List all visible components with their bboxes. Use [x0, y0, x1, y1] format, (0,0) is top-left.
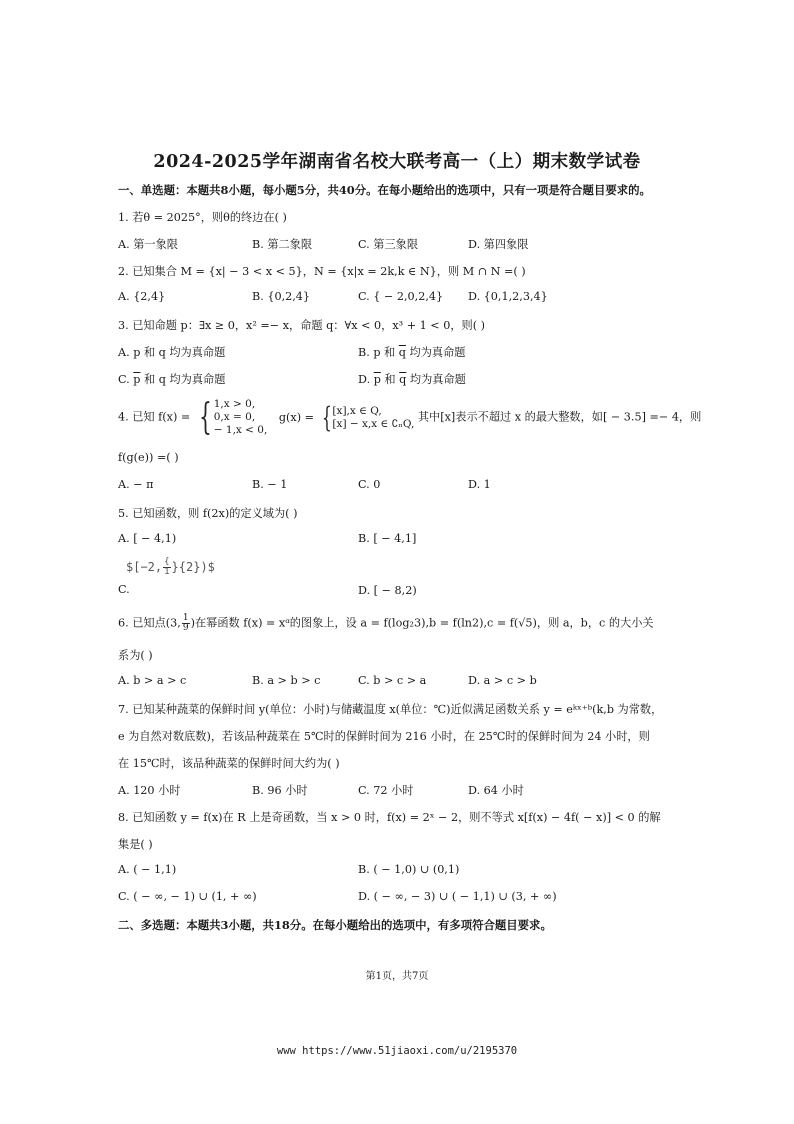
q8-option-a: A. ( − 1,1): [118, 863, 177, 876]
q6-fraction-den: 9: [182, 623, 189, 633]
q5-option-c-fraction: [163, 558, 170, 577]
q5-option-c-num: {: [164, 557, 170, 567]
q4-lead: 4. 已知 f(x) =: [118, 410, 191, 424]
exam-title: 2024-2025学年湖南省名校大联考高一（上）期末数学试卷: [153, 152, 641, 172]
q3-option-d-neg2: $\overline{q}$: [399, 373, 407, 386]
q1-option-a: A. 第一象限: [118, 238, 178, 251]
q8-option-c: C. ( − ∞, − 1) ∪ (1, + ∞): [118, 890, 257, 903]
q7-option-c: C. 72 小时: [358, 784, 414, 797]
section-single-choice-header: 一、单选题：本题共8小题，每小题5分，共40分。在每小题给出的选项中，只有一项是符合题目要求的。: [118, 183, 651, 197]
q6-stem-post: )在幂函数 f(x) = xᵅ的图象上，设 a = f(log₂3),b = f(ln2),c = f(√5)，则 a，b，c 的大小关: [190, 616, 654, 630]
q6-stem-pre: 6. 已知点(3,: [118, 616, 181, 630]
q4-option-d: D. 1: [468, 478, 491, 491]
q3-option-c: [118, 371, 225, 387]
q2-option-d: D. {0,1,2,3,4}: [468, 290, 548, 303]
q4-g-lead: g(x) =: [278, 410, 315, 424]
left-brace-icon: {: [321, 400, 332, 434]
q6-option-c: C. b > c > a: [358, 674, 427, 687]
q3-option-c-post: 和 q 均为真命题: [140, 373, 226, 386]
q2-option-c: C. { − 2,0,2,4}: [358, 290, 444, 303]
q3-option-d-pre: D.: [358, 373, 374, 386]
q5-option-c-post: }{2})$: [171, 560, 215, 574]
q3-option-b-pre: B. p 和: [358, 346, 399, 359]
q1-option-c: C. 第三象限: [358, 238, 419, 251]
question-6-stem: [118, 614, 654, 633]
page-number-footer: 第1页，共7页: [365, 971, 429, 982]
q5-option-c-formula: [126, 558, 215, 577]
q2-option-a: A. {2,4}: [118, 290, 166, 303]
q4-f-piecewise: [214, 398, 268, 437]
q5-option-d: D. [ − 8,2): [358, 584, 417, 597]
q5-option-c-label: C.: [118, 583, 130, 596]
q8-option-d: D. ( − ∞, − 3) ∪ ( − 1,1) ∪ (3, + ∞): [358, 890, 557, 903]
question-1-stem: 1. 若θ = 2025°，则θ的终边在( ): [118, 211, 287, 224]
q2-option-b: B. {0,2,4}: [252, 290, 311, 303]
q5-option-c-pre: $[−2,: [126, 560, 163, 574]
q1-option-b: B. 第二象限: [252, 238, 313, 251]
question-6-stem-2: 系为( ): [118, 649, 153, 662]
q4-tail: 其中[x]表示不超过 x 的最大整数，如[ − 3.5] =− 4，则: [417, 410, 702, 424]
q4-f-row-2: 0,x = 0,: [213, 411, 256, 423]
q6-option-b: B. a > b > c: [252, 674, 321, 687]
question-4-stem-2: f(g(e)) =( ): [118, 451, 179, 464]
q3-option-b: [358, 344, 465, 360]
q4-f-row-1: 1,x > 0,: [213, 398, 256, 410]
q4-option-a: A. − π: [118, 478, 154, 491]
q3-option-d: [358, 371, 466, 387]
q3-option-d-neg1: $\overline{p}$: [373, 373, 381, 386]
q3-option-b-post: 均为真命题: [405, 346, 466, 359]
q7-option-a: A. 120 小时: [118, 784, 181, 797]
q3-option-c-pre: C.: [118, 373, 134, 386]
question-2-stem: 2. 已知集合 M = {x| − 3 < x < 5}，N = {x|x = 2k,k ∈ N}，则 M ∩ N =( ): [118, 265, 526, 278]
q3-option-d-post: 均为真命题: [406, 373, 466, 386]
q5-option-c-den: 1: [164, 567, 170, 577]
q1-option-d: D. 第四象限: [468, 238, 529, 251]
question-7-line-3: 在 15℃时，该品种蔬菜的保鲜时间大约为( ): [118, 757, 340, 770]
q5-option-b: B. [ − 4,1]: [358, 532, 417, 545]
q8-option-b: B. ( − 1,0) ∪ (0,1): [358, 863, 460, 876]
q3-option-a: A. p 和 q 均为真命题: [118, 346, 226, 359]
section-multi-choice-header: 二、多选题：本题共3小题，共18分。在每小题给出的选项中，有多项符合题目要求。: [118, 918, 552, 932]
q4-option-b: B. − 1: [252, 478, 288, 491]
left-brace-icon: {: [198, 396, 212, 438]
q4-f-row-3: − 1,x < 0,: [213, 424, 268, 436]
q3-option-c-neg: $\overline{p}$: [133, 373, 141, 386]
question-8-line-2: 集是( ): [118, 838, 153, 851]
q6-option-a: A. b > a > c: [118, 674, 187, 687]
q4-option-c: C. 0: [358, 478, 381, 491]
watermark-url: www https://www.51jiaoxi.com/u/2195370: [276, 1045, 518, 1057]
q5-option-c: [118, 557, 215, 596]
q4-g-row-2: [x] − x,x ∈ ∁ₙQ,: [332, 417, 415, 430]
q5-option-a: A. [ − 4,1): [118, 532, 177, 545]
q3-option-d-mid: 和: [380, 373, 400, 386]
q4-g-piecewise: [332, 405, 414, 431]
q6-option-d: D. a > c > b: [468, 674, 537, 687]
question-3-stem: 3. 已知命题 p：∃x ≥ 0，x² =− x，命题 q：∀x < 0，x³ + 1 < 0，则( ): [118, 319, 486, 332]
question-7-line-2: e 为自然对数底数)，若该品种蔬菜在 5℃时的保鲜时间为 216 小时，在 25℃时的保鲜时间为 24 小时，则: [118, 730, 650, 743]
question-5-stem: 5. 已知函数，则 f(2x)的定义域为( ): [118, 507, 298, 520]
q6-fraction-num: 1: [182, 613, 189, 623]
q7-option-b: B. 96 小时: [252, 784, 308, 797]
q3-option-b-neg: $\overline{q}$: [398, 346, 406, 359]
q6-fraction: [182, 614, 190, 633]
q7-option-d: D. 64 小时: [468, 784, 524, 797]
question-4-stem: [118, 398, 701, 437]
q4-g-row-1: [x],x ∈ Q,: [332, 404, 382, 417]
question-7-line-1: 7. 已知某种蔬菜的保鲜时间 y(单位：小时)与储藏温度 x(单位：℃)近似满足函数关系 y = eᵏˣ⁺ᵇ(k,b 为常数，: [118, 703, 663, 716]
question-8-line-1: 8. 已知函数 y = f(x)在 R 上是奇函数，当 x > 0 时，f(x) = 2ˣ − 2，则不等式 x[f(x) − 4f( − x)] < 0 的解: [118, 811, 661, 824]
